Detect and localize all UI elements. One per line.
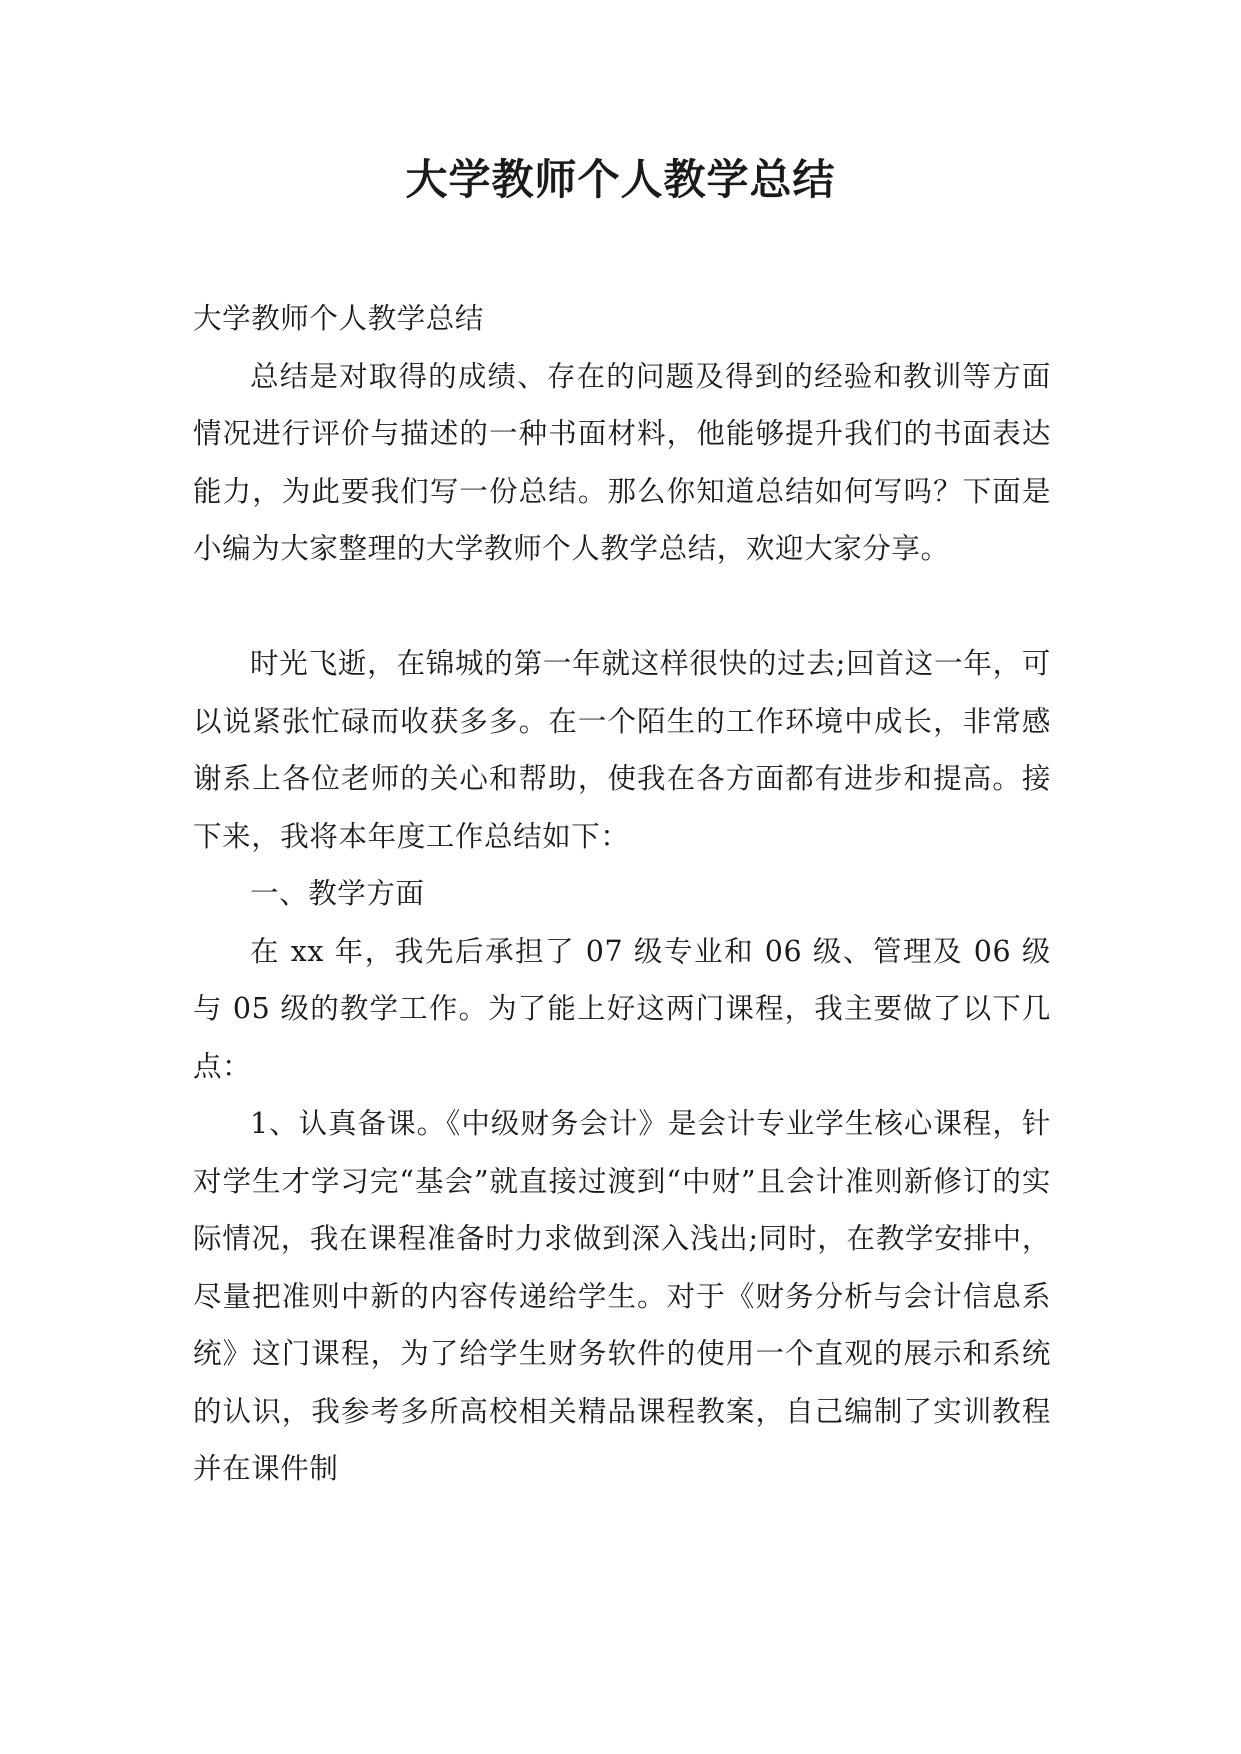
- document-title: 大学教师个人教学总结: [405, 155, 836, 204]
- section-heading-teaching: 一、教学方面: [250, 877, 425, 910]
- document-subtitle: 大学教师个人教学总结: [193, 302, 485, 335]
- paragraph-opening: 时光飞逝，在锦城的第一年就这样很快的过去;回首这一年，可以说紧张忙碌而收获多多。在一个陌生的工作环境中成长，非常感谢系上各位老师的关心和帮助，使我在各方面都有进步和提高。接下来，我将本年度工作总结如下：: [193, 647, 1051, 853]
- paragraph-courses: 在 xx 年，我先后承担了 07 级专业和 06 级、管理及 06 级与 05 级的教学工作。为了能上好这两门课程，我主要做了以下几点：: [193, 934, 1051, 1083]
- document-body: [193, 290, 1051, 1498]
- paragraph-intro: 总结是对取得的成绩、存在的问题及得到的经验和教训等方面情况进行评价与描述的一种书面材料，他能够提升我们的书面表达能力，为此要我们写一份总结。那么你知道总结如何写吗？下面是小编为大家整理的大学教师个人教学总结，欢迎大家分享。: [193, 359, 1051, 565]
- paragraph-preparation: 1、认真备课。《中级财务会计》是会计专业学生核心课程，针对学生才学习完“基会”就直接过渡到“中财”且会计准则新修订的实际情况，我在课程准备时力求做到深入浅出;同时，在教学安排中，尽量把准则中新的内容传递给学生。对于《财务分析与会计信息系统》这门课程，为了给学生财务软件的使用一个直观的展示和系统的认识，我参考多所高校相关精品课程教案，自己编制了实训教程并在课件制: [193, 1107, 1051, 1485]
